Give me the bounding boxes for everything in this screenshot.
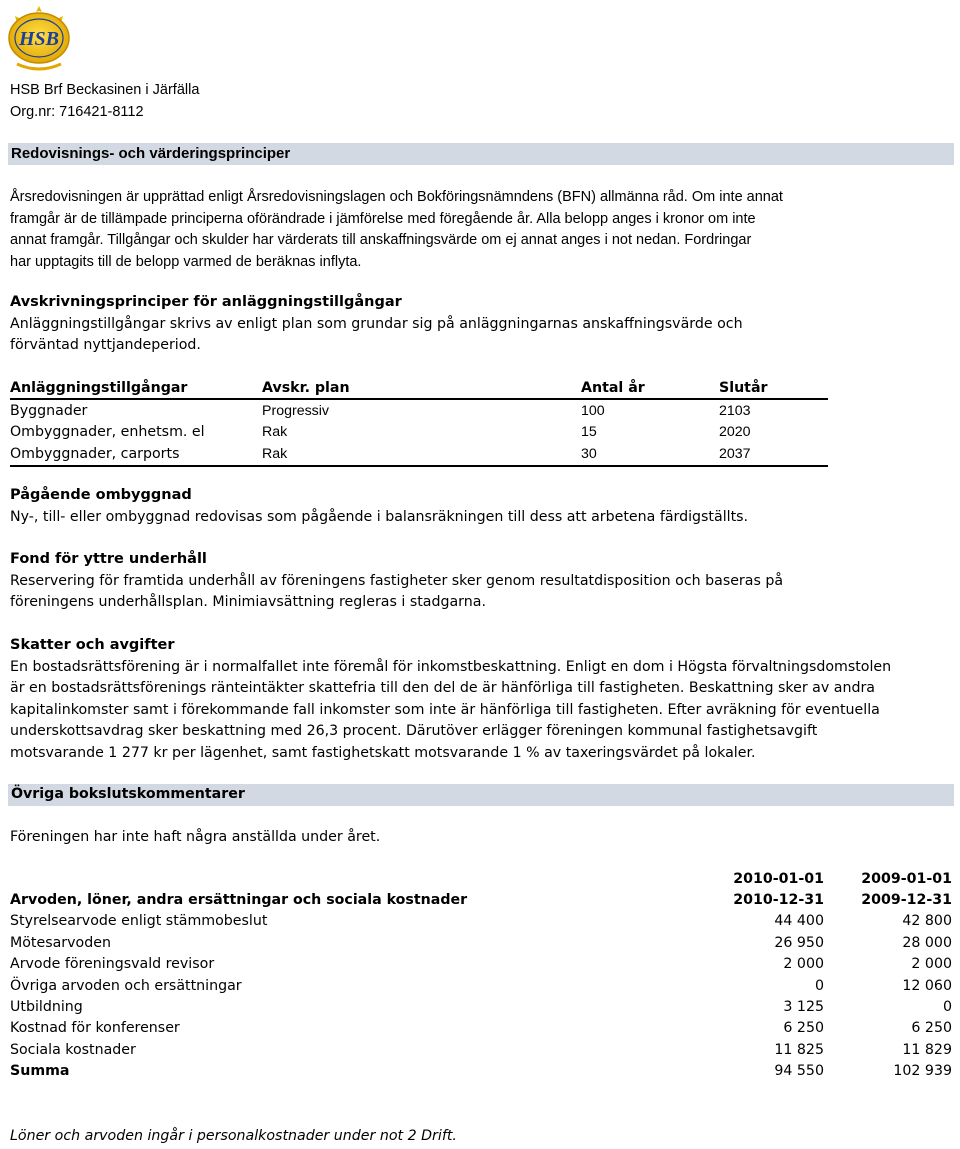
- intro-line: har upptagits till de belopp varmed de beräknas inflyta.: [10, 253, 362, 270]
- intro-line: annat framgår. Tillgångar och skulder har värderats till anskaffningsvärde om ej annat anges i not nedan. Fordringar: [10, 232, 752, 249]
- fund-line: Reservering för framtida underhåll av föreningens fastigheter sker genom resultatdisposition och baseras på: [10, 572, 784, 589]
- table-row: [10, 1018, 952, 1039]
- fee-current: 6 250: [783, 1020, 824, 1037]
- table-row: [10, 954, 952, 975]
- fee-label: Arvode föreningsvald revisor: [10, 956, 215, 973]
- years-cell: 100: [581, 403, 605, 420]
- hsb-logo: [3, 2, 75, 74]
- period-end-row: [10, 889, 952, 910]
- table-header-row: [10, 377, 828, 399]
- column-header: Avskr. plan: [262, 377, 581, 399]
- current-period-start: 2010-01-01: [733, 870, 824, 887]
- asset-cell: Ombyggnader, enhetsm. el: [10, 424, 205, 441]
- depreciation-heading: Avskrivningsprinciper för anläggningstillgångar: [10, 294, 402, 310]
- fee-current: 44 400: [774, 913, 824, 930]
- fee-label: Styrelsearvode enligt stämmobeslut: [10, 913, 268, 930]
- fee-current: 26 950: [774, 934, 824, 951]
- total-row: [10, 1061, 952, 1082]
- table-row: [10, 399, 828, 421]
- period-start-row: [10, 868, 952, 889]
- column-header: Slutår: [719, 377, 828, 399]
- footnote: Löner och arvoden ingår i personalkostnader under not 2 Drift.: [10, 1128, 457, 1144]
- depreciation-block: [10, 292, 910, 357]
- fee-previous: 2 000: [911, 956, 952, 973]
- previous-period-start: 2009-01-01: [861, 870, 952, 887]
- fee-label: Övriga arvoden och ersättningar: [10, 977, 242, 994]
- taxes-line: kapitalinkomster samt i förekommande fall inkomster som inte är hänförliga till fastigheten. Efter avräkning för eventuella: [10, 701, 880, 718]
- ongoing-block: [10, 485, 910, 528]
- employees-note: Föreningen har inte haft några anställda under året.: [10, 829, 381, 845]
- fee-previous: 6 250: [911, 1020, 952, 1037]
- table-row: [10, 975, 952, 996]
- years-cell: 30: [581, 443, 719, 465]
- depreciation-line: förväntad nyttjandeperiod.: [10, 337, 201, 354]
- end-year-cell: 2020: [719, 424, 751, 441]
- taxes-block: [10, 635, 955, 765]
- taxes-line: är en bostadsrättsförenings ränteintäkter skattefria till den del de är hänförliga till fastigheten. Beskattning sker av andra: [10, 680, 875, 697]
- fee-label: Mötesarvoden: [10, 934, 111, 951]
- fee-previous: 12 060: [902, 977, 952, 994]
- fee-label: Utbildning: [10, 999, 83, 1016]
- previous-period-end: 2009-12-31: [861, 892, 952, 909]
- table-row: [10, 932, 952, 953]
- table-row: [10, 1039, 952, 1060]
- fee-previous: 42 800: [902, 913, 952, 930]
- intro-line: framgår är de tillämpade principerna oförändrade i jämförelse med föregående år. Alla belopp anges i kronor om inte: [10, 210, 756, 227]
- plan-cell: Rak: [262, 443, 581, 465]
- fees-heading: Arvoden, löner, andra ersättningar och sociala kostnader: [10, 892, 468, 909]
- fee-previous: 11 829: [902, 1041, 952, 1058]
- principles-intro: [10, 187, 910, 273]
- column-header: Antal år: [581, 377, 719, 399]
- section-title-other: Övriga bokslutskommentarer: [8, 784, 954, 806]
- fee-current: 2 000: [783, 956, 824, 973]
- fee-current: 0: [814, 977, 824, 994]
- total-current: 94 550: [774, 1063, 824, 1080]
- ongoing-line: Ny-, till- eller ombyggnad redovisas som pågående i balansräkningen till dess att arbetena färdigställts.: [10, 508, 749, 525]
- fees-table: [10, 868, 952, 1082]
- fee-label: Sociala kostnader: [10, 1041, 136, 1058]
- svg-text:HSB: HSB: [18, 28, 60, 50]
- fund-block: [10, 549, 910, 614]
- column-header: Anläggningstillgångar: [10, 377, 262, 399]
- fee-current: 11 825: [774, 1041, 824, 1058]
- table-row: [10, 443, 828, 465]
- taxes-heading: Skatter och avgifter: [10, 637, 175, 653]
- table-row: [10, 996, 952, 1017]
- years-cell: 15: [581, 424, 597, 441]
- total-previous: 102 939: [893, 1063, 952, 1080]
- asset-cell: Byggnader: [10, 403, 88, 420]
- taxes-line: underskottsavdrag sker beskattning med 26,3 procent. Därutöver erlägger föreningen kommunal fastighetsavgift: [10, 723, 818, 740]
- asset-cell: Ombyggnader, carports: [10, 443, 262, 465]
- total-label: Summa: [10, 1063, 70, 1080]
- fee-previous: 0: [942, 999, 952, 1016]
- current-period-end: 2010-12-31: [733, 892, 824, 909]
- org-number: Org.nr: 716421-8112: [10, 104, 144, 120]
- end-year-cell: 2103: [719, 403, 751, 420]
- fee-label: Kostnad för konferenser: [10, 1020, 180, 1037]
- fund-line: föreningens underhållsplan. Minimiavsättning regleras i stadgarna.: [10, 594, 486, 611]
- fee-previous: 28 000: [902, 934, 952, 951]
- plan-cell: Progressiv: [262, 403, 330, 420]
- depreciation-line: Anläggningstillgångar skrivs av enligt plan som grundar sig på anläggningarnas anskaffningsvärde och: [10, 315, 743, 332]
- end-year-cell: 2037: [719, 443, 828, 465]
- intro-line: Årsredovisningen är upprättad enligt Årsredovisningslagen och Bokföringsnämndens (BFN) allmänna råd. Om inte annat: [10, 189, 783, 205]
- taxes-line: motsvarande 1 277 kr per lägenhet, samt fastighetskatt motsvarande 1 % av taxeringsvärdet på lokaler.: [10, 744, 756, 761]
- table-row: [10, 422, 828, 443]
- association-name: HSB Brf Beckasinen i Järfälla: [10, 82, 200, 98]
- ongoing-heading: Pågående ombyggnad: [10, 487, 192, 503]
- table-row: [10, 911, 952, 932]
- taxes-line: En bostadsrättsförening är i normalfallet inte föremål för inkomstbeskattning. Enligt en dom i Högsta förvaltningsdomstolen: [10, 658, 892, 675]
- depreciation-table: [10, 377, 828, 467]
- fund-heading: Fond för yttre underhåll: [10, 551, 207, 567]
- plan-cell: Rak: [262, 424, 288, 441]
- fee-current: 3 125: [783, 999, 824, 1016]
- section-title-principles: Redovisnings- och värderingsprinciper: [8, 143, 954, 165]
